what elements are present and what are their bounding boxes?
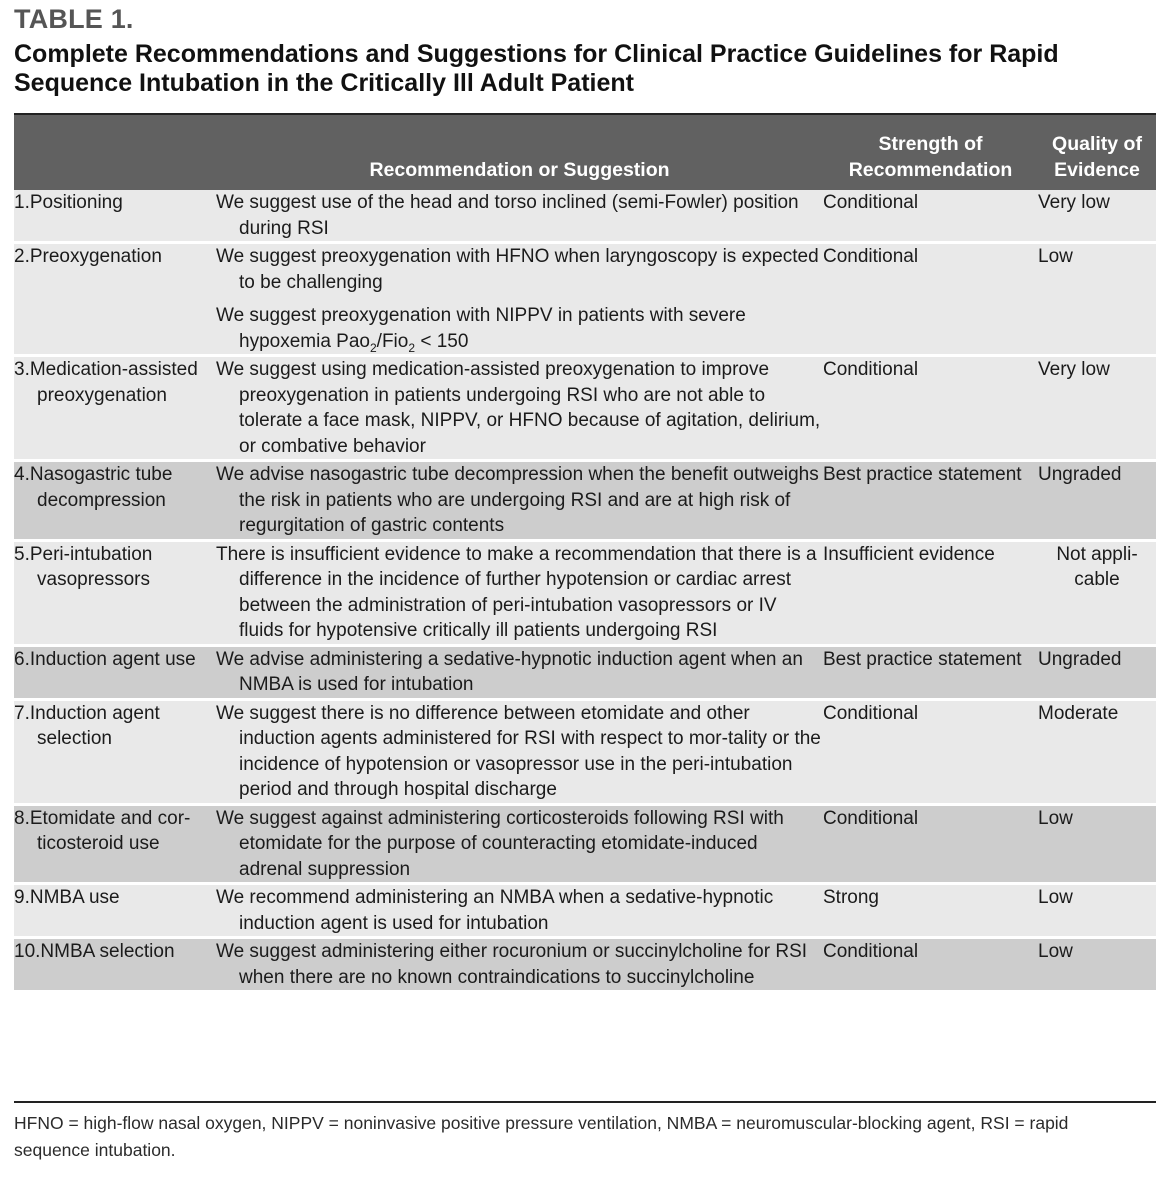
recommendations-table <box>14 115 1156 990</box>
table-footnote: HFNO = high-flow nasal oxygen, NIPPV = noninvasive positive pressure ventilation, NMBA = neuromuscular-blocking agent, RSI = rapid sequence intubation. <box>14 1113 1069 1160</box>
row-topic: 7.Induction agent selection <box>14 702 160 749</box>
header-strength: Strength of Recommendation <box>823 115 1038 190</box>
row-quality: Moderate <box>1038 702 1119 724</box>
row-quality: Low <box>1038 887 1073 908</box>
row-quality: Ungraded <box>1038 648 1122 670</box>
table-row <box>14 461 1156 541</box>
row-topic: 2.Preoxygenation <box>14 246 162 267</box>
fio-subscript: 2 <box>408 340 416 355</box>
row-topic: 5.Peri-intubation vasopressors <box>14 543 153 590</box>
row-strength: Conditional <box>823 246 919 267</box>
row-quality: Very low <box>1038 192 1110 213</box>
row-strength: Conditional <box>823 941 919 962</box>
row-strength: Best practice statement <box>823 648 1022 670</box>
table-label: TABLE 1. <box>14 4 134 34</box>
row-quality: Ungraded <box>1038 464 1122 485</box>
row-quality: Not appli-cable <box>1056 543 1138 590</box>
row-recommendation: We suggest use of the head and torso inclined (semi-Fowler) position during RSI <box>216 192 799 239</box>
row-quality: Very low <box>1038 359 1110 380</box>
row-topic: 8.Etomidate and cor-ticosteroid use <box>14 807 191 854</box>
row-quality: Low <box>1038 246 1073 267</box>
table-row <box>14 356 1156 461</box>
threshold-text: < 150 <box>415 330 469 352</box>
table-row <box>14 699 1156 804</box>
row-quality: Low <box>1038 941 1073 962</box>
table-row <box>14 804 1156 884</box>
table-title: Complete Recommendations and Suggestions for Clinical Practice Guidelines for Rapid Sequence Intubation in the Critically Ill Adult Patient <box>14 40 1059 97</box>
row-strength: Insufficient evidence <box>823 543 995 565</box>
row-recommendation: We recommend administering an NMBA when a sedative-hypnotic induction agent is used for intubation <box>216 887 774 934</box>
row-strength: Conditional <box>823 359 919 380</box>
header-quality: Quality of Evidence <box>1038 115 1156 190</box>
row-topic: 9.NMBA use <box>14 887 120 908</box>
row-strength: Conditional <box>823 702 919 724</box>
bottom-rule <box>14 1101 1156 1103</box>
row-strength: Strong <box>823 887 879 908</box>
row-recommendation: We advise administering a sedative-hypnotic induction agent when an NMBA is used for intubation <box>216 648 803 695</box>
pao-subscript: 2 <box>369 340 377 355</box>
row-recommendation: We suggest preoxygenation with HFNO when laryngoscopy is expected to be challenging <box>216 246 819 293</box>
fio-text: Fio <box>381 330 409 352</box>
row-recommendation: We advise nasogastric tube decompression when the benefit outweighs the risk in patients who are undergoing RSI and are at high risk of regurgitation of gastric contents <box>216 464 819 536</box>
recommendation-text: We suggest preoxygenation with NIPPV in patients with severe hypoxemia <box>216 305 746 352</box>
row-recommendation: There is insufficient evidence to make a recommendation that there is a difference in the incidence of further hypotension or cardiac arrest between the administration of peri-intubation vasopressors or IV fluids for hypotensive critically ill patients undergoing RSI <box>216 543 817 641</box>
header-topic <box>14 115 216 190</box>
row-topic: 1.Positioning <box>14 192 123 213</box>
pao-text: Pao <box>336 330 370 352</box>
row-topic: 4.Nasogastric tube decompression <box>14 464 173 511</box>
table-header-row <box>14 115 1156 190</box>
row-recommendation: We suggest using medication-assisted preoxygenation to improve preoxygenation in patients undergoing RSI who are not able to tolerate a face mask, NIPPV, or HFNO because of agitation, delirium, or combative behavior <box>216 359 821 457</box>
table-row <box>14 884 1156 938</box>
row-recommendation: We suggest against administering corticosteroids following RSI with etomidate for the purpose of counteracting etomidate-induced adrenal suppression <box>216 807 784 880</box>
row-strength: Conditional <box>823 807 919 829</box>
row-recommendation: We suggest administering either rocuronium or succinylcholine for RSI when there are no known contraindications to succinylcholine <box>216 941 808 988</box>
row-topic: 6.Induction agent use <box>14 648 196 670</box>
table-row <box>14 190 1156 243</box>
table-row <box>14 938 1156 991</box>
row-recommendation-2 <box>216 303 823 354</box>
table-row <box>14 243 1156 356</box>
row-strength: Best practice statement <box>823 464 1022 485</box>
table-row <box>14 540 1156 645</box>
row-strength: Conditional <box>823 192 919 213</box>
row-topic: 3.Medication-assisted preoxygenation <box>14 359 198 406</box>
row-quality: Low <box>1038 807 1073 829</box>
row-recommendation: We suggest there is no difference between etomidate and other induction agents administered for RSI with respect to mor-tality or the incidence of hypotension or vasopressor use in the peri-intubation period and through hospital discharge <box>216 702 821 800</box>
table-row <box>14 645 1156 699</box>
slash-text: / <box>376 330 382 352</box>
header-recommendation: Recommendation or Suggestion <box>216 115 823 190</box>
row-topic: 10.NMBA selection <box>14 941 175 962</box>
